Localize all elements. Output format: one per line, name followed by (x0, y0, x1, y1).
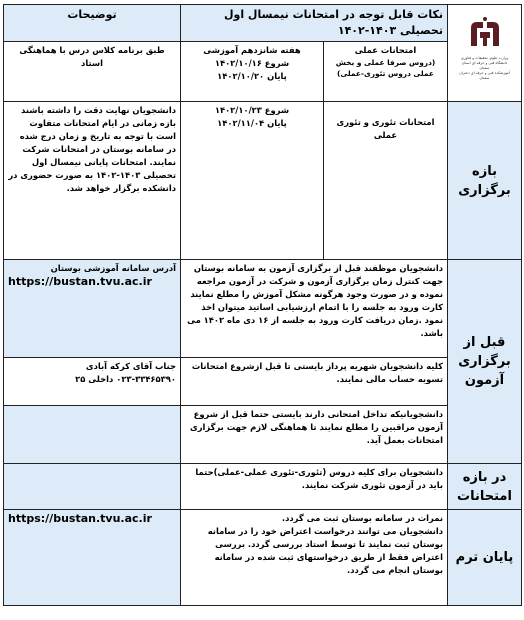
bustan-link[interactable]: https://bustan.tvu.ac.ir (8, 275, 152, 288)
theory-exam-note: دانشجویان نهایت دقت را داشته باشند بازه زمانی در ایام امتحانات متفاوت است با توجه به تاریخ و زمان درج شده در سامانه بوستان در امتحانات شرکت نمایند. امتحانات پایانی نیمسال اول تحصیلی ۱۴۰۳-۱۴۰۲ به صورت حضوری در دانشکده برگزار خواهد شد. (4, 102, 181, 260)
practical-type-detail: (دروس صرفا عملی و بخش عملی دروس تئوری-عملی) (335, 58, 436, 78)
practical-exam-note: طبق برنامه کلاس درس با هماهنگی استاد (4, 42, 181, 102)
exam-period-label: بازه برگزاری (448, 102, 522, 260)
finance-contact-note (4, 358, 181, 406)
during-exam-text: دانشجویان برای کلیه دروس (تئوری-تئوری عملی-عملی)حتما باید در آزمون تئوری شرکت نمایند. (181, 464, 448, 510)
bustan-address-note (4, 260, 181, 358)
end-term-bustan-link[interactable]: https://bustan.tvu.ac.ir (8, 512, 152, 525)
grades-registered-text: نمرات در سامانه بوستان ثبت می گردد. (281, 513, 443, 523)
grade-objection-text: دانشجویان می توانند درخواست اعتراض خود را در سامانه بوستان ثبت نمایند تا توسط استاد بررسی گردد. بررسی اعتراض فقط از طریق درخواستهای ثبت شده در سامانه بوستان انجام می گردد. (207, 526, 443, 575)
exam-conflict-text: دانشجویانیکه تداخل امتحانی دارند بایستی حتما قبل از شروع آزمون مراقبین را مطلع نمایند تا هماهنگی لازم جهت برگزاری امتحانات بعمل آید. (181, 406, 448, 464)
theory-start-date: شروع ۱۴۰۲/۱۰/۲۳ (214, 105, 290, 115)
practical-start-date: شروع ۱۴۰۲/۱۰/۱۶ (214, 58, 290, 68)
end-term-label: پایان ترم (448, 510, 522, 606)
exam-conflict-note (4, 406, 181, 464)
logo-line-3: آموزشکده فنی و حرفه ای دختران سمنان (459, 71, 510, 80)
logo-line-2: دانشگاه فنی و حرفه ای استان سمنان (461, 61, 508, 70)
bustan-address-label: آدرس سامانه آموزشی بوستان (50, 263, 176, 273)
university-logo (458, 14, 512, 92)
logo-cell (448, 5, 522, 102)
during-exam-note (4, 464, 181, 510)
theory-exam-type: امتحانات تئوری و تئوری عملی (324, 102, 448, 260)
practical-exam-type (324, 42, 448, 102)
logo-line-1: وزارت علوم، تحقیقات و فناوری (460, 56, 509, 60)
tuition-settlement-text: کلیه دانشجویان شهریه پرداز بایستی تا قبل ازشروع امتحانات تسویه حساب مالی نمایند. (181, 358, 448, 406)
end-term-note (4, 510, 181, 606)
practical-exam-dates (181, 42, 324, 102)
exam-notes-table (3, 4, 522, 606)
end-term-text (181, 510, 448, 606)
notes-heading: توضیحات (4, 5, 181, 42)
theory-end-date: پایان ۱۴۰۲/۱۱/۰۴ (217, 118, 287, 128)
page-title: نکات قابل توجه در امتحانات نیمسال اول تحصیلی ۱۴۰۳-۱۴۰۲ (181, 5, 448, 42)
during-exam-label: در بازه امتحانات (448, 464, 522, 510)
finance-contact-phone: ۰۲۳-۳۳۴۶۵۳۹۰ داخلی ۲۵ (75, 374, 176, 384)
theory-exam-dates (181, 102, 324, 260)
practical-dates-title: هفته شانزدهم آموزشی (203, 45, 301, 55)
finance-contact-name: جناب آقای کرکه آبادی (85, 361, 176, 371)
tvu-emblem-icon (465, 16, 505, 52)
practical-end-date: پایان ۱۴۰۲/۱۰/۲۰ (217, 71, 287, 81)
practical-type-title: امتحانات عملی (354, 45, 417, 55)
before-exam-bustan-text: دانشجویان موظفند قبل از برگزاری آزمون به سامانه بوستان جهت کنترل زمان برگزاری آزمون و شرکت در آزمون مراجعه نموده و در صورت وجود هرگونه مشکل آموزش را مطلع نمایند کارت ورود به جلسه را با اتمام ارزشیابی اساتید میتوان اخذ نمود .زمان دریافت کارت ورود به جلسه از ۱۶ دی ماه ۱۴۰۲ می باشد. (181, 260, 448, 358)
before-exam-label: قبل از برگزاری آزمون (448, 260, 522, 464)
